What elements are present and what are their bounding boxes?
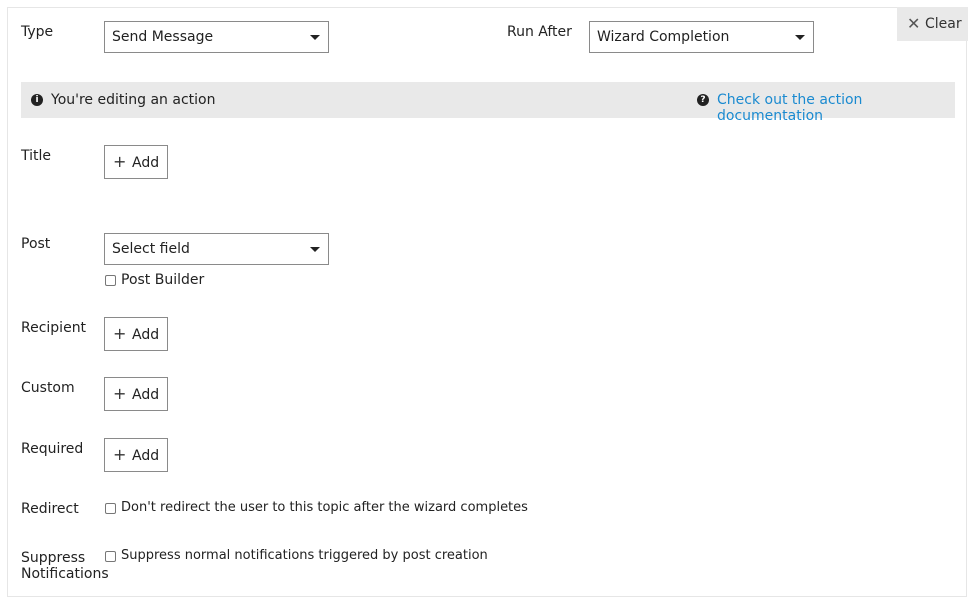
suppress-notifications-checkbox[interactable]: [105, 551, 116, 562]
plus-icon: +: [113, 384, 127, 403]
title-label: Title: [21, 148, 52, 164]
required-label: Required: [21, 441, 84, 457]
redirect-option-label: Don't redirect the user to this topic after the wizard completes: [121, 500, 528, 515]
post-select[interactable]: [104, 233, 329, 265]
recipient-label: Recipient: [21, 320, 87, 336]
clear-button[interactable]: [897, 7, 968, 41]
add-custom-button[interactable]: [104, 377, 168, 411]
editing-notice: [21, 82, 955, 124]
type-label: Type: [21, 24, 54, 40]
add-button-label: Add: [132, 387, 160, 403]
redirect-checkbox[interactable]: [105, 503, 116, 514]
add-recipient-button[interactable]: [104, 317, 168, 351]
run-after-label: Run After: [507, 24, 572, 40]
custom-label: Custom: [21, 380, 75, 396]
add-button-label: Add: [132, 327, 160, 343]
clear-button-label: Clear: [925, 16, 962, 32]
info-icon: i: [31, 94, 43, 106]
type-select[interactable]: [104, 21, 329, 53]
notice-message: You're editing an action: [51, 92, 216, 108]
post-label: Post: [21, 236, 51, 252]
type-select-value: Send Message: [112, 29, 214, 45]
suppress-label-line2: Notifications: [21, 566, 109, 582]
run-after-select[interactable]: [589, 21, 814, 53]
caret-down-icon: [310, 35, 320, 40]
close-icon: ✕: [907, 14, 921, 33]
add-title-button[interactable]: [104, 145, 168, 179]
caret-down-icon: [310, 247, 320, 252]
plus-icon: +: [113, 324, 127, 343]
add-button-label: Add: [132, 155, 160, 171]
add-button-label: Add: [132, 448, 160, 464]
redirect-label: Redirect: [21, 501, 79, 517]
post-builder-label: Post Builder: [121, 272, 205, 288]
post-select-placeholder: Select field: [112, 241, 190, 257]
run-after-select-value: Wizard Completion: [597, 29, 730, 45]
plus-icon: +: [113, 445, 127, 464]
suppress-option-label: Suppress normal notifications triggered by post creation: [121, 548, 488, 563]
post-builder-checkbox[interactable]: [105, 275, 116, 286]
plus-icon: +: [113, 152, 127, 171]
question-icon: ?: [697, 94, 709, 106]
add-required-button[interactable]: [104, 438, 168, 472]
caret-down-icon: [795, 35, 805, 40]
action-documentation-link[interactable]: Check out the action documentation: [717, 92, 863, 124]
suppress-label-line1: Suppress: [21, 550, 86, 566]
